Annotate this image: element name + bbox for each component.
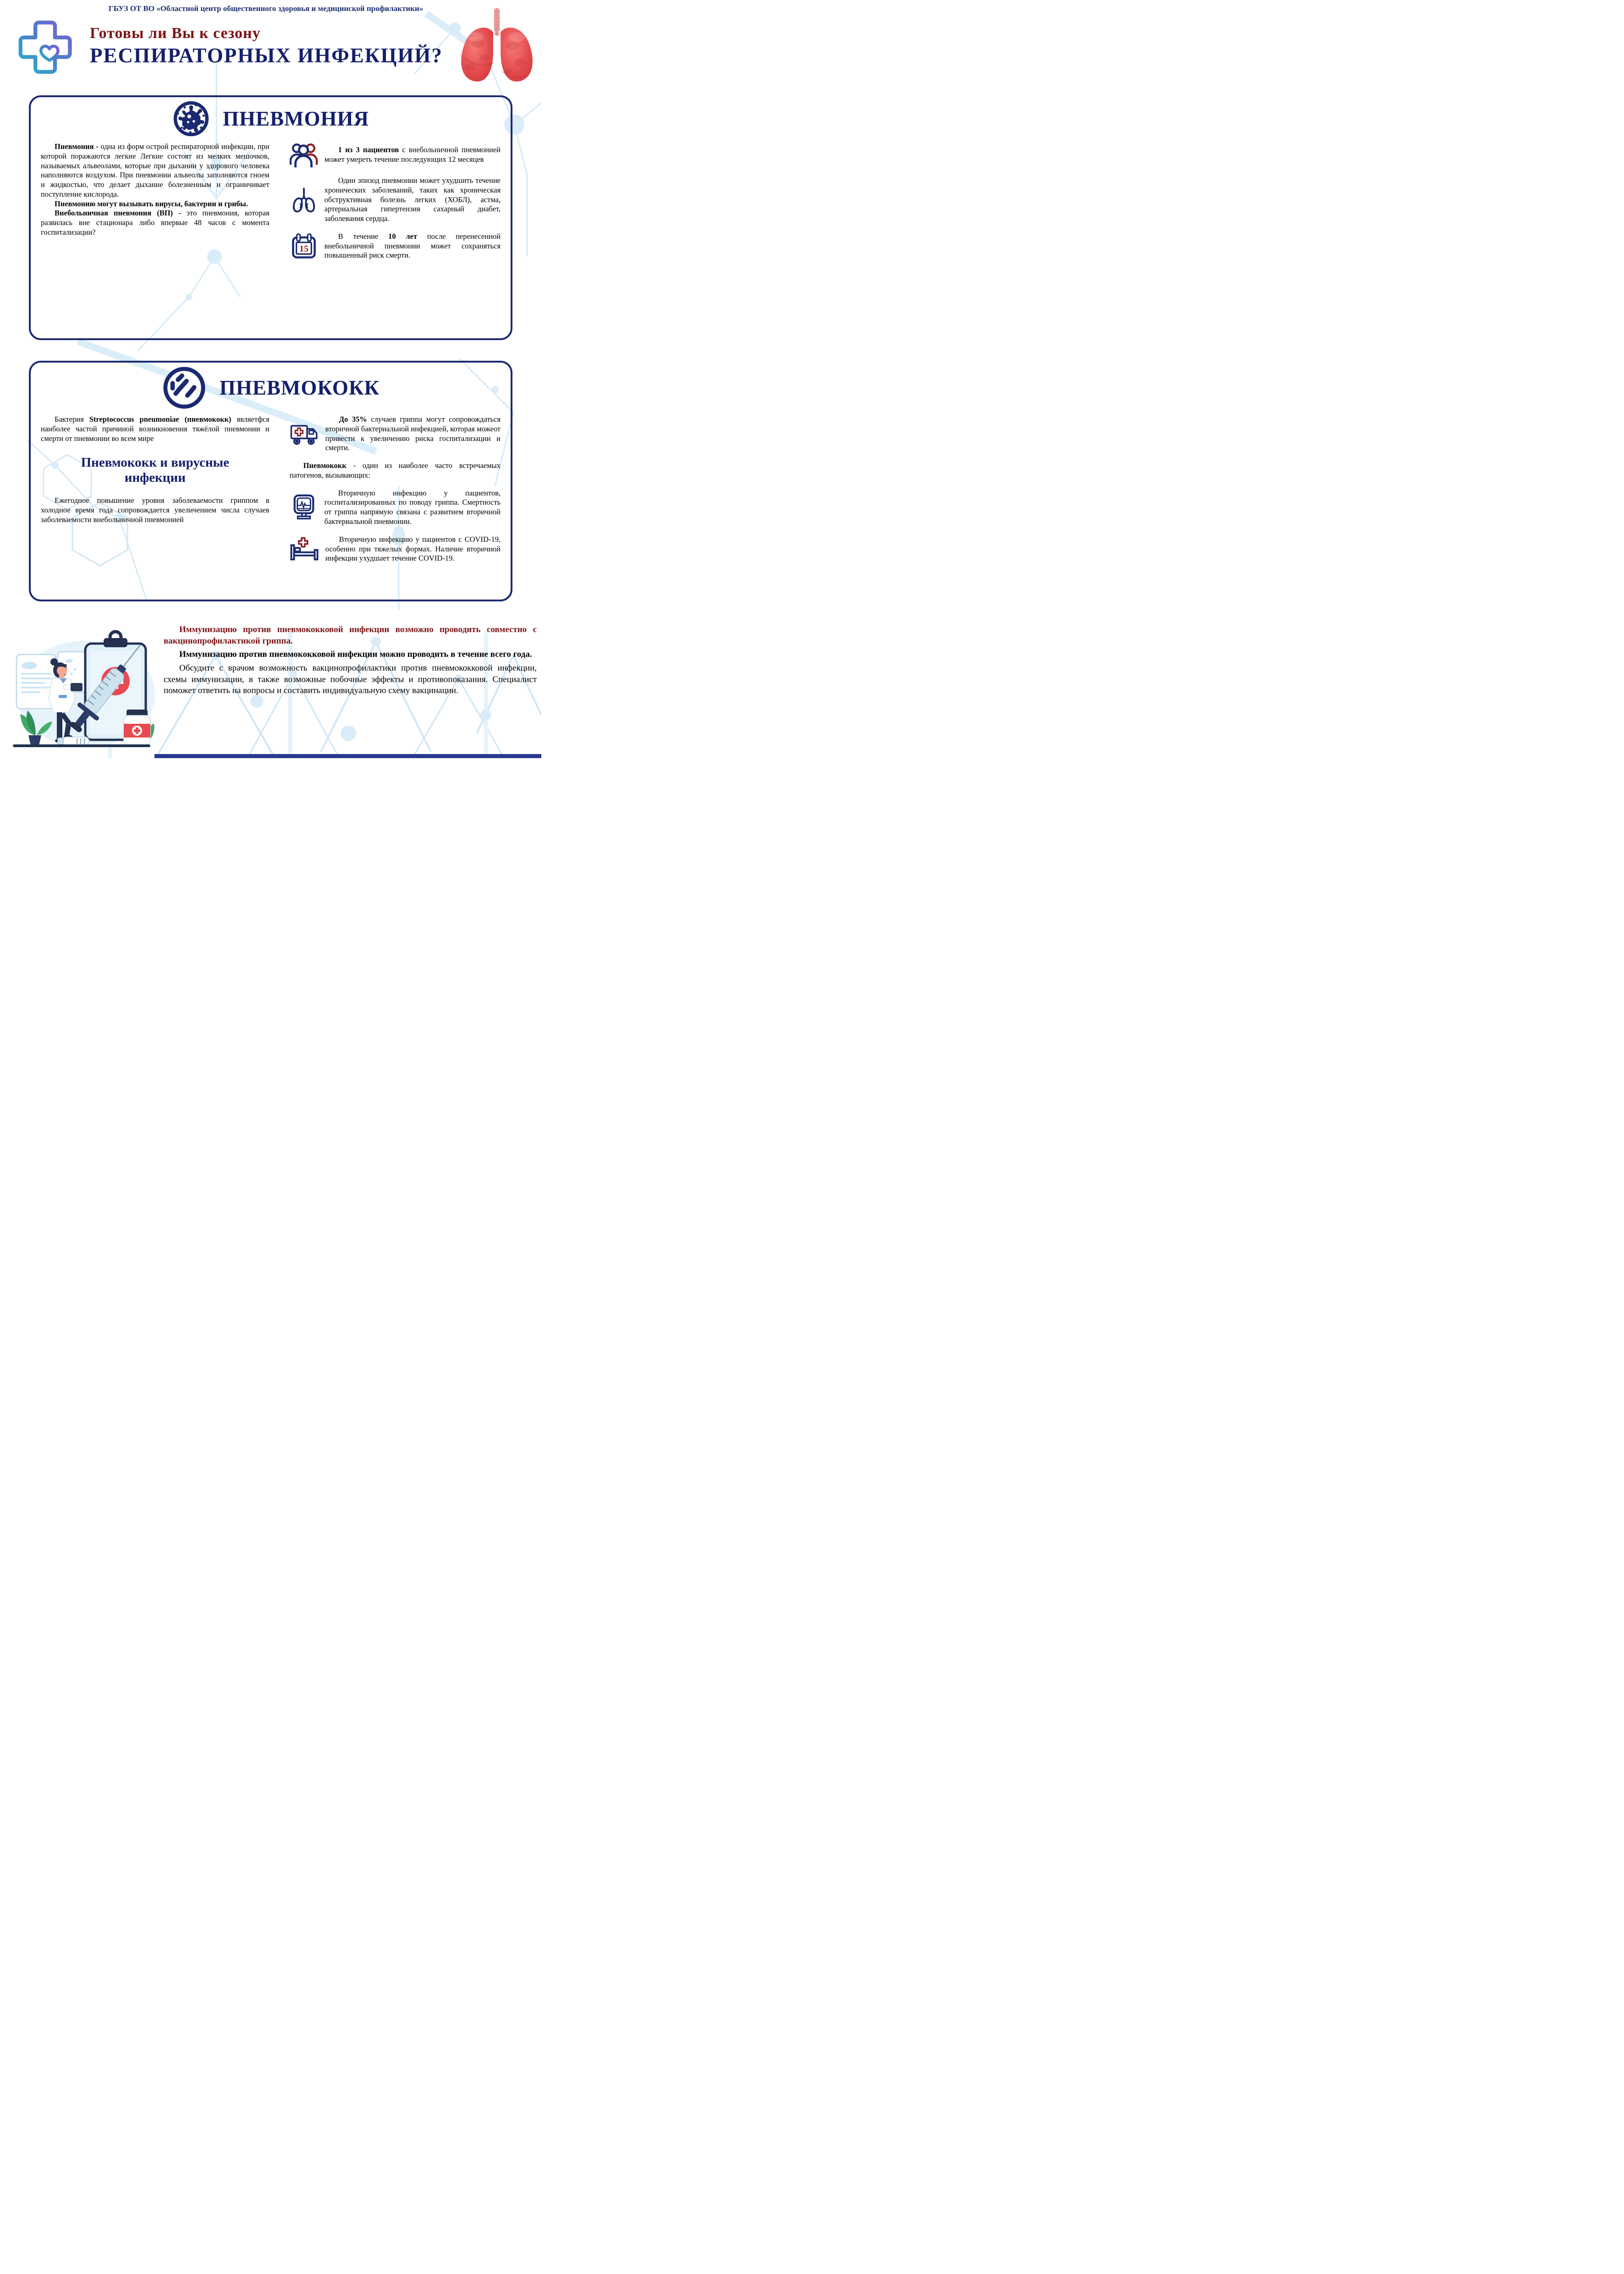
fact-3-pre: В течение — [338, 231, 389, 241]
pneumococcus-fact-4 — [290, 535, 501, 563]
pneumonia-fact-1-text — [325, 145, 501, 165]
virus-icon — [172, 100, 210, 138]
pneumonia-fact-1 — [290, 142, 501, 168]
fact-3-strong: 10 лет — [388, 231, 427, 241]
hospital-bed-icon — [290, 536, 319, 562]
footer-text — [164, 624, 537, 699]
pneumococcus-paragraph-flu: Ежегодное повышение уровня заболеваемости гриппом в холодное время года сопровождается увеличением числа случаев заболеваемости внебольничной пневмонией — [41, 496, 270, 524]
pneumococcus-title: ПНЕВМОКОКК — [219, 376, 380, 399]
pneumococcus-def-pre: Бактерия — [55, 415, 89, 424]
pneumococcus-paragraph-definition — [41, 415, 270, 443]
pneumococcus-fact-1-text — [325, 415, 501, 453]
medical-cross-heart-logo-icon — [18, 17, 79, 77]
pneumonia-left-column — [41, 142, 270, 269]
pneumonia-paragraph-definition — [41, 142, 270, 199]
pneumococcus-fact-4-text: Вторичную инфекцию у пациентов с COVID-19, особенно при тяжелых формах. Наличие вторичной инфекции ухудшает течение COVID-19. — [325, 534, 501, 563]
ambulance-icon — [290, 422, 319, 446]
pneumonia-fact-3 — [290, 232, 501, 260]
people-group-icon — [290, 142, 318, 168]
header — [0, 0, 541, 94]
pneumococcus-right-column — [290, 415, 501, 572]
pneumonia-definition-lead: Пневмония - — [55, 142, 101, 151]
footer-section — [0, 623, 541, 758]
calendar-day-number: 15 — [299, 243, 308, 254]
pneumococcus-panel-header — [41, 365, 501, 410]
pneumococcus-statement — [290, 461, 501, 480]
pfact-1-text: случаев гриппа могут сопровождаться вторичной бактериальной инфекцией, которая можеот привести к увеличению риска госпитализации и смерти. — [325, 415, 501, 452]
pneumococcus-subheading: Пневмококк и вирусные инфекции — [81, 455, 230, 485]
pfact-2-text: - один из наиболее часто встречаемых патогенов, вызывающих: — [289, 461, 501, 479]
lungs-outline-icon — [290, 186, 318, 214]
fact-1-lead: 1 из 3 пациентов — [338, 145, 402, 154]
pneumonia-paragraph-vp — [41, 209, 270, 237]
lungs-photo-illustration — [450, 6, 541, 87]
pneumonia-panel-header — [41, 100, 501, 138]
pneumonia-paragraph-causes: Пневмонию могут вызывать вирусы, бактерии и грибы. — [55, 199, 248, 208]
pneumococcus-def-text: являетфся наиболее частой причиной возникновения тяжёлой пневмонии и смерти от пневмонии во всем мире — [41, 415, 270, 443]
pneumonia-title: ПНЕВМОНИЯ — [222, 107, 369, 130]
organization-title: ГБУЗ ОТ ВО «Областной центр общественного здоровья и медицинской профилактики» — [108, 4, 424, 13]
pneumonia-fact-2-text: Один эпизод пневмонии может ухудшить течение хронических заболеваний, таких как хроническая обструктивная болезнь легких (ХОБЛ), астма, артериальная гипертензия сахарный диабет, заболевания сердца. — [324, 176, 501, 223]
page-title-line1: Готовы ли Вы к сезону — [90, 25, 261, 42]
fact-1-text: с внебольничной пневмонией может умереть течение последующих 12 месяцев — [324, 145, 501, 164]
pneumococcus-left-column — [41, 415, 270, 572]
calendar-icon — [290, 232, 318, 260]
pneumonia-panel — [29, 95, 512, 340]
pneumococcus-panel — [29, 361, 512, 601]
pfact-1-lead: До 35% — [339, 415, 371, 424]
poster-titles — [90, 25, 443, 67]
pneumococcus-fact-3 — [290, 489, 501, 527]
pneumococcus-statement-text — [290, 461, 501, 480]
poster-page — [0, 0, 541, 758]
pneumococcus-fact-1 — [290, 415, 501, 453]
pneumonia-vp-text: это пневмония, которая развилась вне стационара либо впервые 48 часов с момента госпитализации? — [41, 209, 270, 237]
pfact-2-lead: Пневмококк — [303, 461, 353, 470]
footer-accent-bar — [154, 754, 541, 758]
pneumonia-right-column — [290, 142, 501, 269]
bacteria-icon — [162, 365, 207, 410]
pneumococcus-fact-3-text: Вторичную инфекцию у пациентов, госпитализированных по поводу гриппа. Смертность от гриппа напрямую связана с развитием вторичной бактериальной пневмонии. — [324, 488, 501, 526]
pneumonia-fact-2 — [290, 176, 501, 224]
page-title-line2: РЕСПИРАТОРНЫХ ИНФЕКЦИЙ? — [90, 44, 443, 67]
fact-3-text: после перенесенной внебольничной пневмонии может сохраняться повышенный риск смерти. — [324, 231, 501, 260]
monitor-ecg-icon — [290, 493, 318, 522]
pneumococcus-def-strong: Streptococcus pneumoniae (пневмококк) — [89, 415, 237, 424]
doctor-vaccination-illustration — [7, 625, 156, 754]
pneumonia-definition-text: одна из форм острой респираторной инфекции, при которой поражаются легкие Легкие состоят из мелких мешочков, называемых альвеолами, которые при дыхании у здорового человека наполняются воздухом. При пневмонии альвеолы заполняются гноем и жидкостью, что делает дыхание болезненным и ограничивает поступление кислорода. — [41, 142, 270, 198]
footer-paragraph-1: Иммунизацию против пневмококковой инфекции возможно проводить совместно с вакцинопрофилактикой гриппа. — [164, 625, 537, 646]
pneumonia-fact-3-text — [325, 232, 501, 260]
footer-paragraph-2: Иммунизацию против пневмококковой инфекции можно проводить в течение всего года. — [179, 650, 532, 660]
footer-paragraph-3: Обсудите с врачом возможность вакцинопрофилактики против пневмококковой инфекции, схемы иммунизации, в также возможные побочные эффекты и противопоказания. Специалист поможет ответить на вопросы и составить индивидуальную схему вакцинации. — [164, 663, 537, 696]
pneumonia-vp-lead: Внебольничная пневмония (ВП) - — [55, 209, 187, 218]
